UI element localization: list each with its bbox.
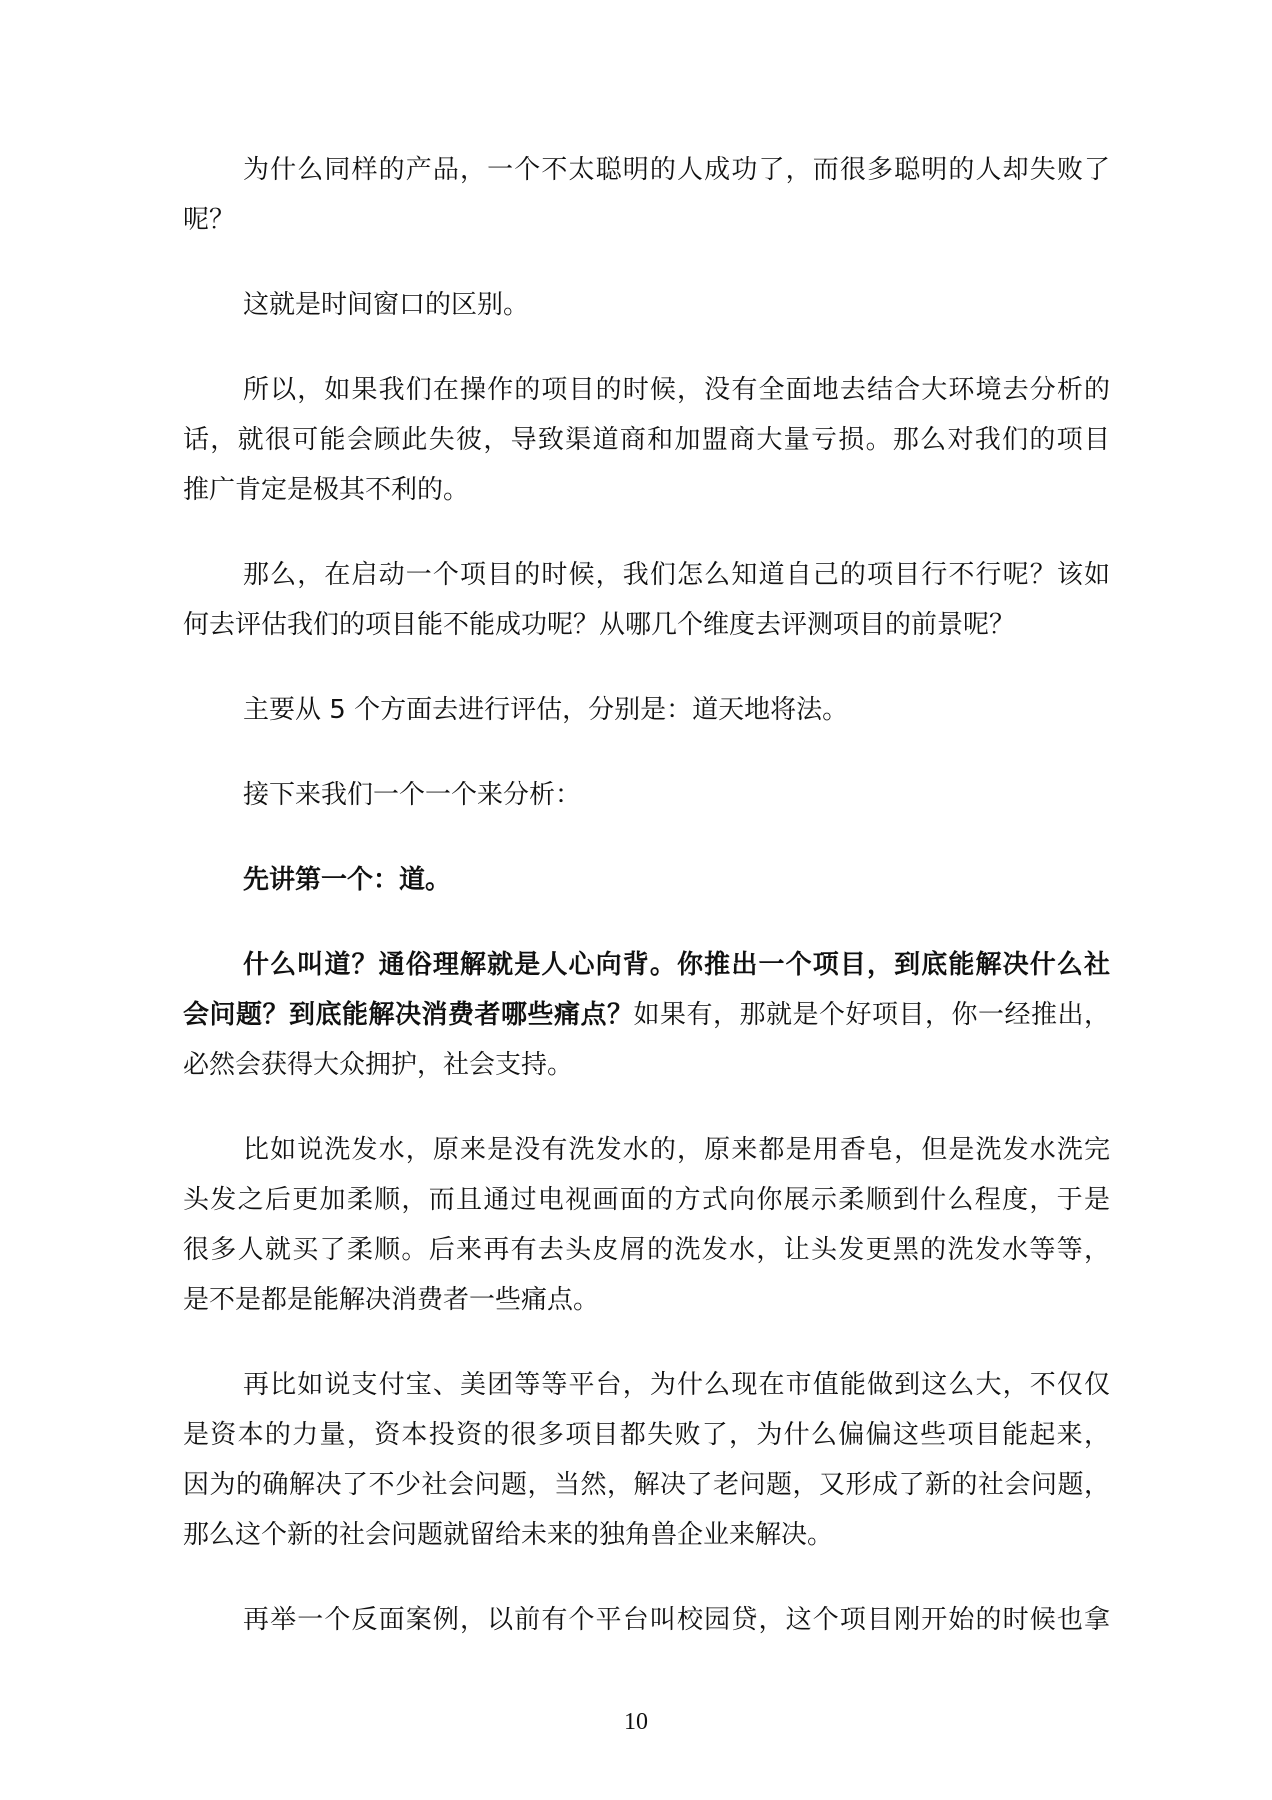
paragraph-line: 再比如说支付宝、美团等等平台，为什么现在市值能做到这么大，不仅仅 — [243, 1370, 1110, 1400]
paragraph — [183, 685, 1110, 735]
paragraph-line-mixed — [183, 990, 1110, 1040]
paragraph-line: 接下来我们一个一个来分析： — [243, 780, 582, 810]
paragraph-line: 必然会获得大众拥护，社会支持。 — [183, 1050, 574, 1080]
paragraph — [183, 280, 1110, 330]
paragraph-line: 很多人就买了柔顺。后来再有去头皮屑的洗发水，让头发更黑的洗发水等等， — [183, 1235, 1110, 1265]
paragraph — [183, 770, 1110, 820]
paragraph-line: 是不是都是能解决消费者一些痛点。 — [183, 1285, 600, 1315]
paragraph-line: 呢？ — [183, 205, 236, 235]
paragraph-line: 那么这个新的社会问题就留给未来的独角兽企业来解决。 — [183, 1520, 834, 1550]
paragraph-line: 所以，如果我们在操作的项目的时候，没有全面地去结合大环境去分析的 — [243, 375, 1110, 405]
section-heading-text: 先讲第一个：道。 — [243, 865, 452, 895]
paragraph-line: 头发之后更加柔顺，而且通过电视画面的方式向你展示柔顺到什么程度，于是 — [183, 1185, 1110, 1215]
plain-text: 如果有，那就是个好项目，你一经推出， — [633, 1000, 1110, 1030]
document-body — [183, 145, 1110, 1680]
paragraph-line: 比如说洗发水，原来是没有洗发水的，原来都是用香皂，但是洗发水洗完 — [243, 1135, 1110, 1165]
paragraph — [183, 1360, 1110, 1560]
paragraph-line-emphasized: 什么叫道？通俗理解就是人心向背。你推出一个项目，到底能解决什么社 — [243, 950, 1110, 980]
paragraph-line: 再举一个反面案例，以前有个平台叫校园贷，这个项目刚开始的时候也拿 — [243, 1605, 1110, 1635]
paragraph-line: 这就是时间窗口的区别。 — [243, 290, 530, 320]
paragraph-line: 何去评估我们的项目能不能成功呢？从哪几个维度去评测项目的前景呢？ — [183, 610, 1016, 640]
emphasized-text: 会问题？到底能解决消费者哪些痛点？ — [183, 1000, 634, 1030]
section-heading — [183, 855, 1110, 905]
paragraph — [183, 365, 1110, 515]
paragraph-line: 是资本的力量，资本投资的很多项目都失败了，为什么偏偏这些项目能起来， — [183, 1420, 1110, 1450]
paragraph-line: 因为的确解决了不少社会问题，当然，解决了老问题，又形成了新的社会问题， — [183, 1470, 1110, 1500]
paragraph — [183, 145, 1110, 245]
paragraph — [183, 940, 1110, 1090]
paragraph-line: 那么，在启动一个项目的时候，我们怎么知道自己的项目行不行呢？该如 — [243, 560, 1110, 590]
paragraph — [183, 1125, 1110, 1325]
paragraph — [183, 550, 1110, 650]
page-number: 10 — [624, 1709, 648, 1735]
paragraph-line: 推广肯定是极其不利的。 — [183, 475, 470, 505]
paragraph-line: 为什么同样的产品，一个不太聪明的人成功了，而很多聪明的人却失败了 — [243, 155, 1110, 185]
paragraph-line: 主要从 5 个方面去进行评估，分别是：道天地将法。 — [243, 695, 849, 725]
paragraph — [183, 1595, 1110, 1645]
paragraph-line: 话，就很可能会顾此失彼，导致渠道商和加盟商大量亏损。那么对我们的项目 — [183, 425, 1110, 455]
